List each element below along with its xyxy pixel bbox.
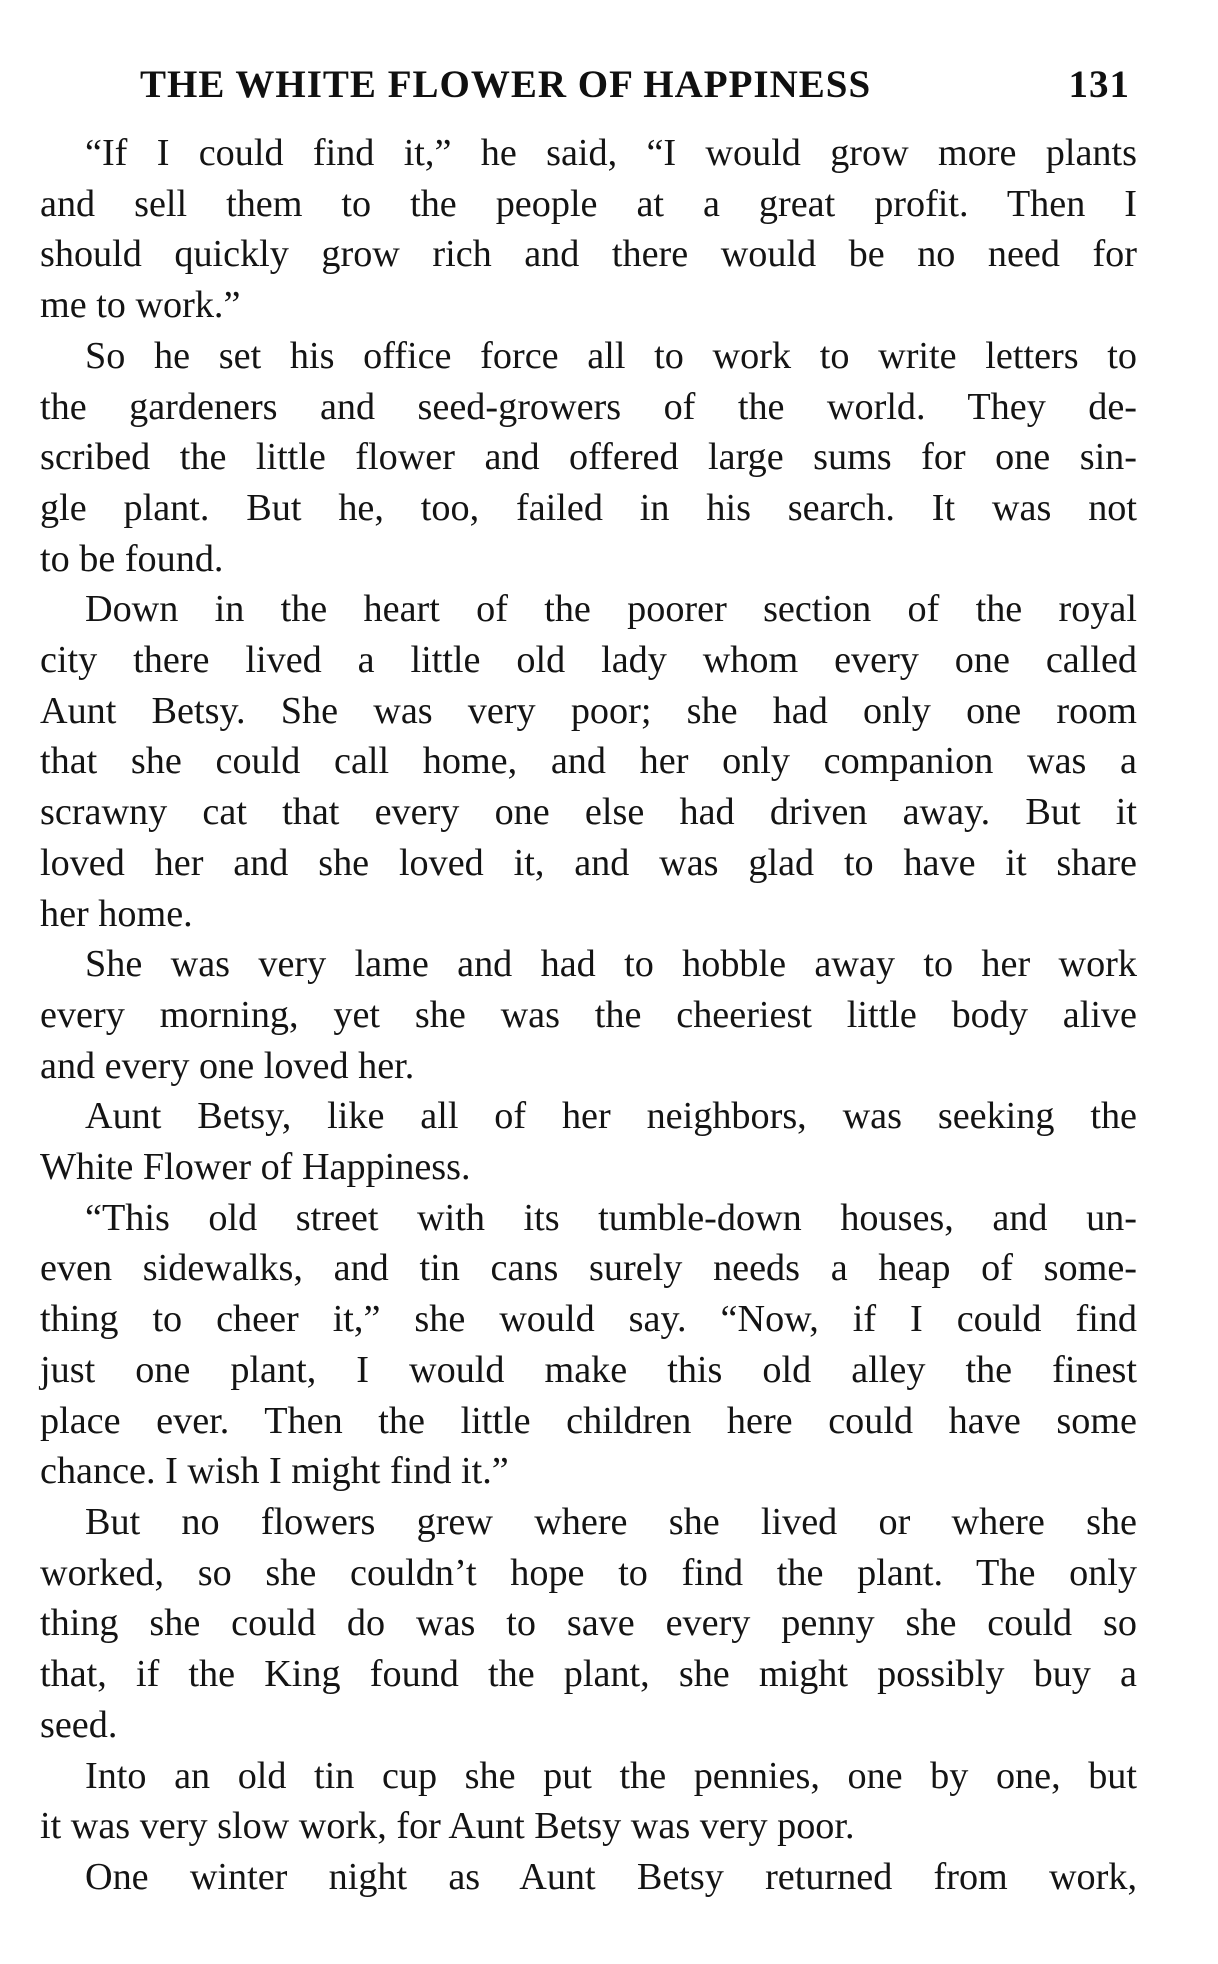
text-line: should quickly grow rich and there would be no need for: [40, 233, 1137, 276]
page-number: 131: [1068, 63, 1130, 106]
text-line: Aunt Betsy, like all of her neighbors, was seeking the: [85, 1095, 1137, 1138]
text-line: thing to cheer it,” she would say. “Now, if I could find: [40, 1298, 1137, 1341]
text-line: Into an old tin cup she put the pennies, one by one, but: [85, 1754, 1137, 1797]
paragraph: [40, 1852, 1137, 1903]
text-line: seed.: [40, 1703, 118, 1746]
paragraph: [40, 128, 1137, 331]
text-line: it was very slow work, for Aunt Betsy was very poor.: [40, 1805, 855, 1848]
text-line: “This old street with its tumble-down houses, and un-: [85, 1196, 1137, 1239]
text-line: worked, so she couldn’t hope to find the plant. The only: [40, 1551, 1137, 1594]
paragraph: [40, 1497, 1137, 1751]
running-head: [140, 62, 1130, 118]
text-line: “If I could find it,” he said, “I would grow more plants: [85, 132, 1137, 174]
body-text: [40, 128, 1137, 1903]
paragraph: [40, 1751, 1137, 1852]
text-line: scribed the little flower and offered large sums for one sin-: [40, 436, 1137, 479]
text-line: and sell them to the people at a great profit. Then I: [40, 182, 1137, 225]
text-line: me to work.”: [40, 284, 241, 327]
text-line: city there lived a little old lady whom every one called: [40, 639, 1137, 682]
paragraph: [40, 331, 1137, 585]
text-line: even sidewalks, and tin cans surely needs a heap of some-: [40, 1247, 1137, 1290]
text-line: But no flowers grew where she lived or where she: [85, 1500, 1137, 1543]
chapter-title: THE WHITE FLOWER OF HAPPINESS: [140, 63, 872, 106]
text-line: that, if the King found the plant, she might possibly buy a: [40, 1653, 1137, 1696]
text-line: Down in the heart of the poorer section of the royal: [85, 588, 1137, 631]
text-line: place ever. Then the little children here could have some: [40, 1399, 1137, 1442]
text-line: loved her and she loved it, and was glad to have it share: [40, 841, 1137, 884]
text-line: White Flower of Happiness.: [40, 1146, 471, 1189]
paragraph: [40, 1193, 1137, 1497]
paragraph: [40, 1091, 1137, 1192]
text-line: She was very lame and had to hobble away to her work: [85, 943, 1137, 986]
text-line: her home.: [40, 892, 193, 935]
text-line: every morning, yet she was the cheeriest little body alive: [40, 993, 1137, 1036]
text-line: just one plant, I would make this old alley the finest: [40, 1348, 1137, 1391]
paragraph: [40, 939, 1137, 1091]
text-line: to be found.: [40, 537, 224, 580]
text-line: One winter night as Aunt Betsy returned from work,: [85, 1855, 1137, 1898]
text-line: Aunt Betsy. She was very poor; she had only one room: [40, 689, 1137, 732]
text-line: gle plant. But he, too, failed in his search. It was not: [40, 486, 1137, 529]
text-line: So he set his office force all to work to write letters to: [85, 334, 1137, 377]
paragraph: [40, 584, 1137, 939]
text-line: the gardeners and seed-growers of the world. They de-: [40, 385, 1137, 428]
text-line: thing she could do was to save every penny she could so: [40, 1602, 1137, 1645]
text-line: and every one loved her.: [40, 1044, 415, 1087]
text-line: scrawny cat that every one else had driven away. But it: [40, 791, 1137, 834]
text-line: chance. I wish I might find it.”: [40, 1450, 509, 1493]
text-line: that she could call home, and her only companion was a: [40, 740, 1137, 783]
